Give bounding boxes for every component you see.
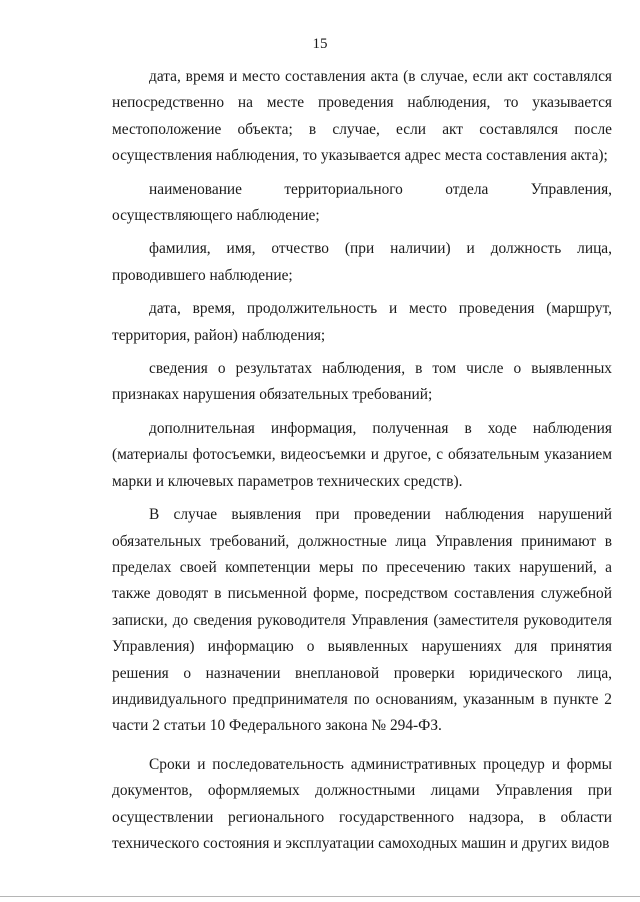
paragraph-territorial-department: наименование территориального отдела Управления, осуществляющего наблюдение; [112, 180, 612, 225]
document-body [112, 64, 612, 857]
paragraph-observer-name: фамилия, имя, отчество (при наличии) и должность лица, проводившего наблюдение; [112, 240, 612, 284]
paragraph-procedures-terms: Сроки и последовательность административных процедур и формы документов, оформляемых должностными лицами Управления при осуществлении регионального государственного надзора, в области технического состояния и эксплуатации самоходных машин и других видов [112, 755, 612, 852]
paragraph-act-date-place: дата, время и место составления акта (в случае, если акт составлялся непосредственно на месте проведения наблюдения, то указывается местоположение объекта; в случае, если акт составлялся после осуществления наблюдения, то указывается адрес места составления акта); [112, 68, 612, 165]
paragraph-additional-info: дополнительная информация, полученная в ходе наблюдения (материалы фотосъемки, видеосъемки и другое, с обязательным указанием марки и ключевых параметров технических средств). [112, 419, 612, 490]
paragraph-observation-date-route: дата, время, продолжительность и место проведения (маршрут, территория, район) наблюдения; [112, 300, 612, 344]
paragraph-violation-measures: В случае выявления при проведении наблюдения нарушений обязательных требований, должностные лица Управления принимают в пределах своей компетенции меры по пресечению таких нарушений, а также доводят в письменной форме, посредством составления служебной записки, до сведения руководителя Управления (заместителя руководителя Управления) информацию о выявленных нарушениях для принятия решения о назначении внеплановой проверки юридического лица, индивидуального предпринимателя по основаниям, указанным в пункте 2 части 2 статьи 10 Федерального закона № 294-ФЗ. [112, 506, 612, 735]
paragraph-observation-results: сведения о результатах наблюдения, в том числе о выявленных признаках нарушения обязательных требований; [112, 360, 612, 404]
page-number: 15 [312, 36, 328, 52]
footer-divider [0, 896, 640, 897]
